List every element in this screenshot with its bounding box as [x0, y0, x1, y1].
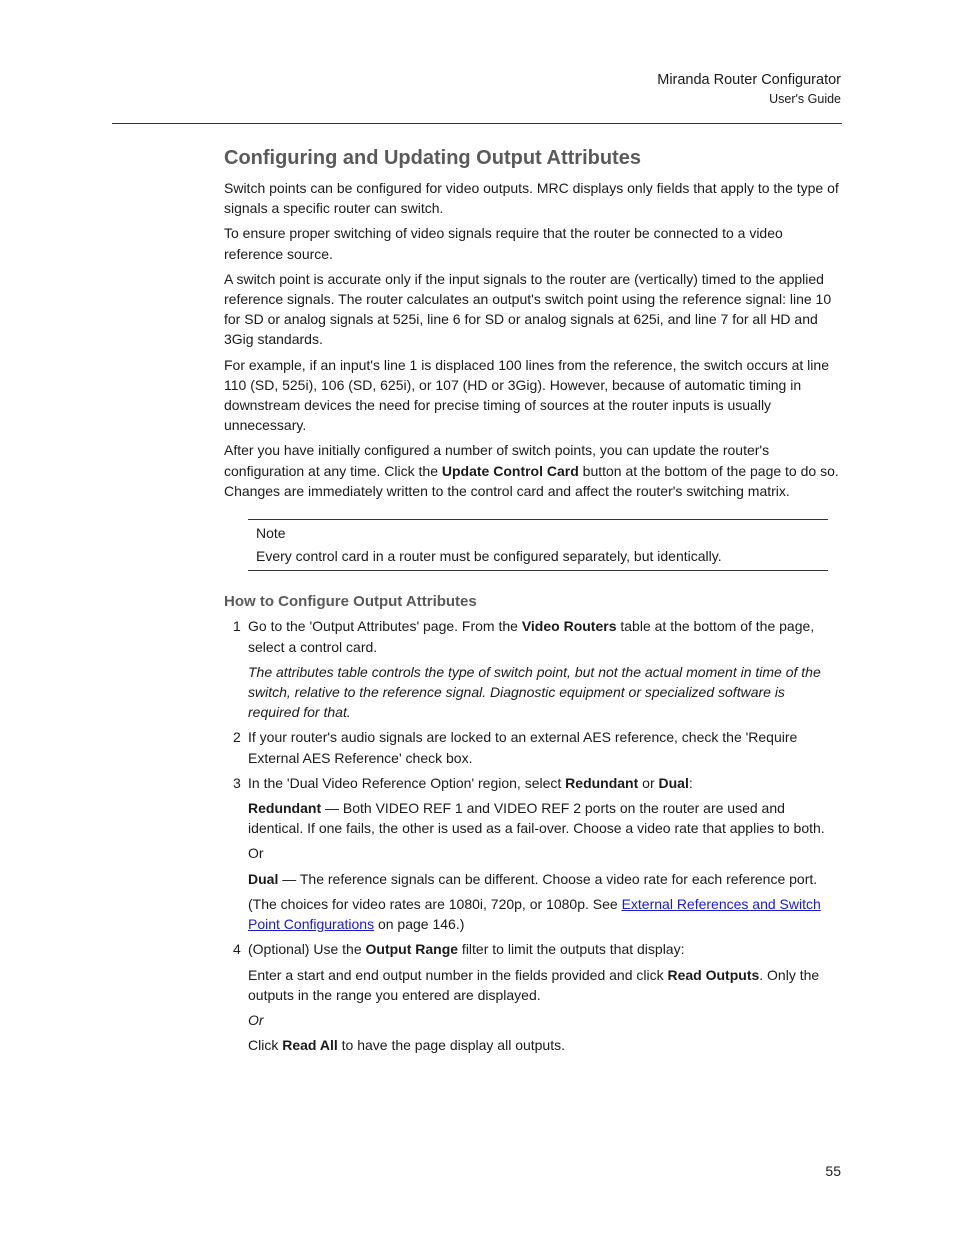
read-outputs-term: Read Outputs — [667, 966, 760, 983]
step-4-text — [248, 939, 840, 959]
text-run: In the 'Dual Video Reference Option' region, select — [248, 774, 566, 791]
text-run: Click — [248, 1037, 283, 1054]
note-label: Note — [256, 525, 286, 542]
text-run: to have the page display all outputs. — [337, 1037, 566, 1054]
text-run: on page 146.) — [374, 916, 465, 933]
step-3-text — [248, 773, 840, 793]
page-number: 55 — [825, 1163, 841, 1179]
or-separator: Or — [248, 1011, 264, 1028]
redundant-term: Redundant — [565, 774, 639, 791]
document-title: Miranda Router Configurator — [657, 72, 841, 88]
paragraph-1: Switch points can be configured for video outputs. MRC displays only fields that apply to the type of signals a specific router can switch. — [224, 180, 839, 217]
document-subtitle: User's Guide — [769, 92, 841, 106]
paragraph-4: For example, if an input's line 1 is displaced 100 lines from the reference, the switch occurs at line 110 (SD, 525i), 106 (SD, 625i), or 107 (HD or 3Gig). However, because of automatic timing in downstream devices the need for precise timing of sources at the router inputs is usually unnecessary. — [224, 356, 829, 434]
step-2 — [224, 727, 840, 767]
text-run: Enter a start and end output number in the fields provided and click — [248, 966, 668, 983]
text-run: After you have initially configured a number of switch points, you can update the router's configuration at any time. Click the — [224, 442, 770, 479]
read-all-description — [248, 1035, 840, 1055]
page-content — [224, 144, 840, 1060]
text-run: (The choices for video rates are 1080i, 720p, or 1080p. See — [248, 895, 622, 912]
read-outputs-description — [248, 965, 840, 1005]
read-all-term: Read All — [282, 1037, 338, 1054]
text-run: . Only the outputs in the range you entered are displayed. — [248, 966, 820, 1003]
update-control-card-term: Update Control Card — [441, 462, 579, 479]
text-run: (Optional) Use the — [248, 941, 366, 958]
paragraph-2: To ensure proper switching of video signals require that the router be connected to a video reference source. — [224, 225, 783, 262]
external-references-link[interactable]: External References and Switch Point Configurations — [248, 895, 821, 933]
step-1-text — [248, 616, 840, 656]
paragraph-3: A switch point is accurate only if the input signals to the router are (vertically) timed to the applied reference signals. The router calculates an output's switch point using the reference signal: line 10 for SD or analog signals at 525i, line 6 for SD or analog signals at 625i, and line 7 for all HD and 3Gig standards. — [224, 270, 832, 348]
step-2-text: If your router's audio signals are locked to an external AES reference, check the 'Require External AES Reference' check box. — [248, 729, 798, 766]
running-header — [657, 70, 841, 108]
video-rate-choices — [248, 894, 840, 934]
step-number: 1 — [233, 618, 241, 635]
step-1-italic-note: The attributes table controls the type of switch point, but not the actual moment in time of the switch, relative to the reference signal. Diagnostic equipment or specialized software is required for that. — [248, 663, 821, 721]
step-1 — [224, 616, 840, 722]
video-routers-term: Video Routers — [521, 618, 617, 635]
dual-label: Dual — [248, 870, 279, 887]
step-number: 4 — [233, 941, 241, 958]
text-run: table at the bottom of the page, select a control card. — [248, 618, 815, 655]
step-4 — [224, 939, 840, 1055]
text-run: button at the bottom of the page to do so. Changes are immediately written to the control card and affect the router's switching matrix. — [224, 462, 839, 499]
redundant-description — [248, 798, 840, 838]
step-number: 2 — [233, 729, 241, 746]
text-run: Go to the 'Output Attributes' page. From the — [248, 618, 522, 635]
procedure-heading: How to Configure Output Attributes — [224, 593, 477, 611]
text-run: — Both VIDEO REF 1 and VIDEO REF 2 ports on the router are used and identical. If one fails, the other is used as a fail-over. Choose a video rate that applies to both. — [248, 800, 825, 837]
note-box — [248, 519, 828, 571]
text-run: filter to limit the outputs that display: — [458, 941, 685, 958]
redundant-label: Redundant — [248, 800, 322, 817]
procedure-steps — [224, 616, 840, 1055]
output-range-term: Output Range — [365, 941, 459, 958]
paragraph-5 — [224, 440, 840, 501]
step-number: 3 — [233, 774, 241, 791]
text-run: : — [688, 774, 693, 791]
or-separator: Or — [248, 845, 264, 862]
text-run: — The reference signals can be different. Choose a video rate for each reference port. — [278, 870, 818, 887]
section-heading: Configuring and Updating Output Attributes — [224, 147, 641, 169]
dual-description — [248, 869, 840, 889]
text-run: or — [638, 774, 659, 791]
dual-term: Dual — [658, 774, 689, 791]
note-text: Every control card in a router must be configured separately, but identically. — [256, 548, 722, 565]
step-3 — [224, 773, 840, 934]
header-rule — [112, 123, 842, 124]
